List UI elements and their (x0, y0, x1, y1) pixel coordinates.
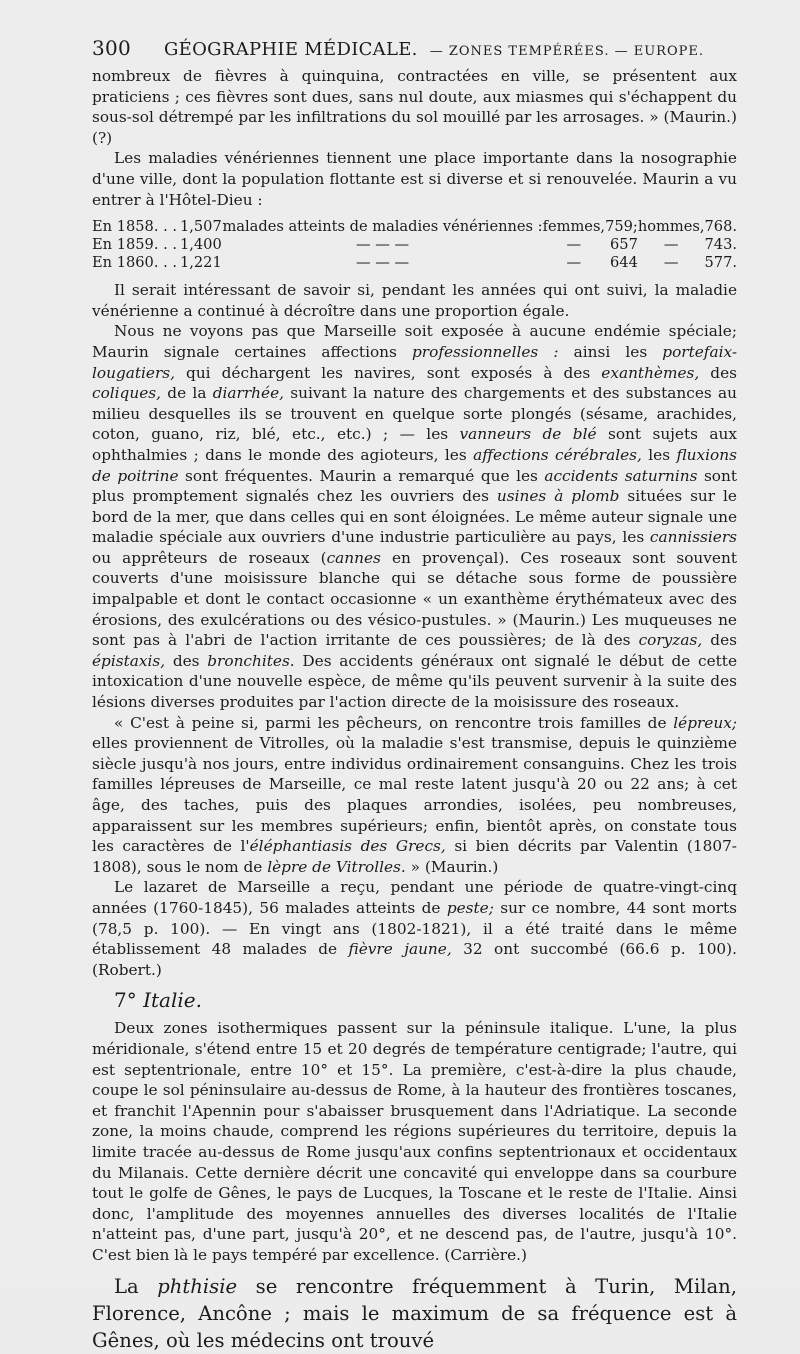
section-heading-italy (114, 988, 737, 1012)
men-label-cell: — (663, 236, 679, 254)
text-run: situées sur le bord de la mer, que dans celles qui en sont éloignées. Le même auteur signale une maladie spéciale aux ouvriers d'une industrie particulière au pays, les (92, 487, 737, 547)
women-label-cell: femmes, (542, 218, 606, 236)
text-run: Nous ne voyons pas que Marseille soit exposée à aucune endémie spéciale; Maurin signale certaines affections (92, 322, 737, 361)
text-run: ainsi les (558, 342, 663, 361)
paragraph-decline: Il serait intéressant de savoir si, pendant les années qui ont suivi, la maladie vénérienne a continué à décroître dans une proportion égale. (92, 281, 737, 320)
text-run: se rencontre fréquemment à Turin, Milan, Florence, Ancône ; mais le maximum de sa fréquence est à Gênes, où les médecins ont trouvé (92, 1275, 738, 1353)
italic-term: coliques, (92, 384, 161, 403)
italic-term: affections cérébrales, (473, 445, 642, 464)
italic-term: portefaix-lougatiers, (92, 342, 737, 382)
text-run: des (702, 631, 737, 650)
italic-term: lépreux; (673, 713, 737, 732)
desc-cell: malades atteints de maladies vénériennes : (222, 218, 543, 236)
paragraph-fevers: nombreux de fièvres à quinquina, contractées en ville, se présentent aux praticiens ; ces fièvres sont dues, sans nul doute, aux miasmes qui s'échappent du sous-sol détrempé par les infiltrations du sol mouillé par les arrosages. » (Maurin.) (?) (92, 67, 737, 147)
italic-term: peste; (446, 898, 494, 917)
text-run: » (Maurin.) (405, 857, 499, 876)
paragraph-italy-zones: Deux zones isothermiques passent sur la péninsule italique. L'une, la plus méridionale, s'étend entre 15 et 20 degrés de température centigrade; l'autre, qui est septentrionale, entre 10° et 15°. La première, c'est-à-dire la plus chaude, coupe le sol péninsulaire au-dessus de Rome, à la hauteur des frontières toscanes, et franchit l'Apennin pour s'abaisser brusquement dans l'Adriatique. La seconde zone, la moins chaude, comprend les régions supérieures du territoire, depuis la limite tracée au-dessus de Rome jusqu'aux confins septentrionaux et occidentaux du Milanais. Cette dernière décrit une concavité qui enveloppe dans sa courbure tout le golfe de Gênes, le pays de Lucques, la Toscane et le reste de l'Italie. Ainsi donc, l'amplitude des moyennes annuelles des diverses localités de l'Italie n'atteint pas, d'une part, jusqu'à 20°, et ne descend pas, de l'autre, jusqu'à 10°. C'est bien là le pays tempéré par excellence. (Carrière.) (92, 1019, 737, 1264)
paragraph-professional-diseases (92, 321, 737, 712)
venereal-stats-table (92, 218, 737, 272)
text-run: qui déchargent les navires, sont exposés à des (174, 363, 602, 382)
desc-cell: — — — (356, 236, 410, 254)
italic-term: lèpre de Vitrolles. (267, 857, 406, 876)
text-run: Le lazaret de Marseille a reçu, pendant une période de quatre-vingt-cinq années (1760-1845), 56 malades atteints de (92, 878, 737, 917)
paragraph-phthisis (92, 1273, 737, 1354)
text-run: de la (160, 384, 213, 403)
women-count-cell: 759; (605, 218, 638, 236)
year-cell: En 1860. . . (92, 254, 178, 272)
italic-term: exanthèmes, (601, 363, 700, 382)
text-run: sont sujets aux ophthalmies ; dans le monde des agioteurs, les (92, 425, 737, 464)
italic-term: bronchites. (207, 651, 295, 670)
text-run: sont fréquentes. Maurin a remarqué que les (178, 466, 545, 485)
text-run: des (699, 363, 738, 382)
desc-cell: — — — (356, 254, 410, 272)
italic-term: vanneurs de blé (459, 425, 597, 444)
text-run: Des accidents généraux ont signalé le début de cette intoxication d'une nouvelle espèce, de même qu'ils peuvent survenir à la suite des lésions diverses produites par l'action directe de la moisissure des roseaux. (92, 651, 738, 712)
italic-term: professionnelles : (412, 342, 559, 361)
text-run: si bien décrits par Valentin (1807-1808), sous le nom de (92, 837, 737, 876)
text-run: des (165, 651, 208, 670)
table-row (92, 254, 737, 272)
italic-term: coryzas, (638, 631, 703, 650)
running-subtitle: — ZONES TEMPÉRÉES. — EUROPE. (429, 44, 704, 59)
men-count-cell: 577. (704, 254, 737, 272)
total-cell: 1,221 (179, 254, 222, 272)
year-cell: En 1859. . . (92, 236, 178, 254)
running-title: GÉOGRAPHIE MÉDICALE. (164, 39, 418, 60)
text-run: suivant la nature des chargements et des substances au milieu desquelles ils se trouvent en quelque sorte plongés (sésame, arachides, coton, guano, riz, blé, etc., etc.) ; — les (92, 384, 737, 444)
text-run: en provençal). Ces roseaux sont souvent couverts d'une moisissure blanche qui se détache sous forme de poussière impalpable et dont le contact occasionne « un exanthème érythémateux avec des érosions, des exulcérations ou des vésico-pustules. » (Maurin.) Les muqueuses ne sont pas à l'abri de l'action irritante de ces poussières; de là des (92, 548, 737, 650)
women-label-cell: — (566, 236, 582, 254)
page-content (92, 36, 737, 1354)
table-row (92, 218, 737, 236)
text-run: sont plus promptement signalés chez les ouvriers des (92, 466, 738, 506)
italic-term: usines à plomb (496, 487, 620, 506)
section-title: Italie. (143, 988, 202, 1013)
italic-term: épistaxis, (92, 651, 166, 670)
paragraph-lazaret (92, 877, 737, 980)
total-cell: 1,507 (179, 218, 222, 236)
text-run: « C'est à peine si, parmi les pêcheurs, on rencontre trois familles de (114, 713, 674, 732)
text-run: ou apprêteurs de roseaux ( (92, 548, 327, 567)
total-cell: 1,400 (179, 236, 222, 254)
page-number: 300 (92, 36, 132, 60)
italic-term: accidents saturnins (544, 466, 698, 485)
women-count-cell: 657 (610, 236, 638, 254)
section-number: 7° (114, 988, 144, 1013)
text-run: sur ce nombre, 44 sont morts (78,5 p. 100). — En vingt ans (1802-1821), il a été traité dans le même établissement 48 malades de (92, 898, 737, 959)
men-count-cell: 768. (704, 218, 737, 236)
italic-term: phthisie (157, 1275, 238, 1299)
italic-term: diarrhée, (212, 384, 284, 403)
text-run: elles proviennent de Vitrolles, où la maladie s'est transmise, depuis le quinzième siècle jusqu'à nos jours, entre individus ordinairement consanguins. Chez les trois familles lépreuses de Marseille, ce mal reste latent jusqu'à 20 ou 22 ans; à cet âge, des taches, puis des plaques arrondies, isolées, peu nombreuses, apparaissent sur les membres supérieurs; enfin, bientôt après, on constate tous les caractères de l' (92, 734, 737, 856)
men-label-cell: hommes, (637, 218, 705, 236)
year-cell: En 1858. . . (92, 218, 178, 236)
italic-term: éléphantiasis des Grecs, (249, 837, 446, 856)
italic-term: cannes (326, 548, 381, 567)
running-header (92, 36, 737, 60)
text-run: les (641, 445, 677, 464)
paragraph-leprosy (92, 713, 737, 878)
men-label-cell: — (663, 254, 679, 272)
text-run: 32 ont succombé (66.6 p. 100). (Robert.) (92, 940, 737, 979)
women-label-cell: — (566, 254, 582, 272)
italic-term: cannissiers (649, 528, 737, 547)
text-run: La (114, 1275, 158, 1299)
men-count-cell: 743. (704, 236, 737, 254)
women-count-cell: 644 (610, 254, 638, 272)
paragraph-venereal: Les maladies vénériennes tiennent une place importante dans la nosographie d'une ville, dont la population flottante est si diverse et si renouvelée. Maurin a vu entrer à l'Hôtel-Dieu : (92, 149, 737, 209)
italic-term: fièvre jaune, (348, 940, 452, 959)
italic-term: fluxions de poitrine (92, 445, 737, 485)
table-row (92, 236, 737, 254)
